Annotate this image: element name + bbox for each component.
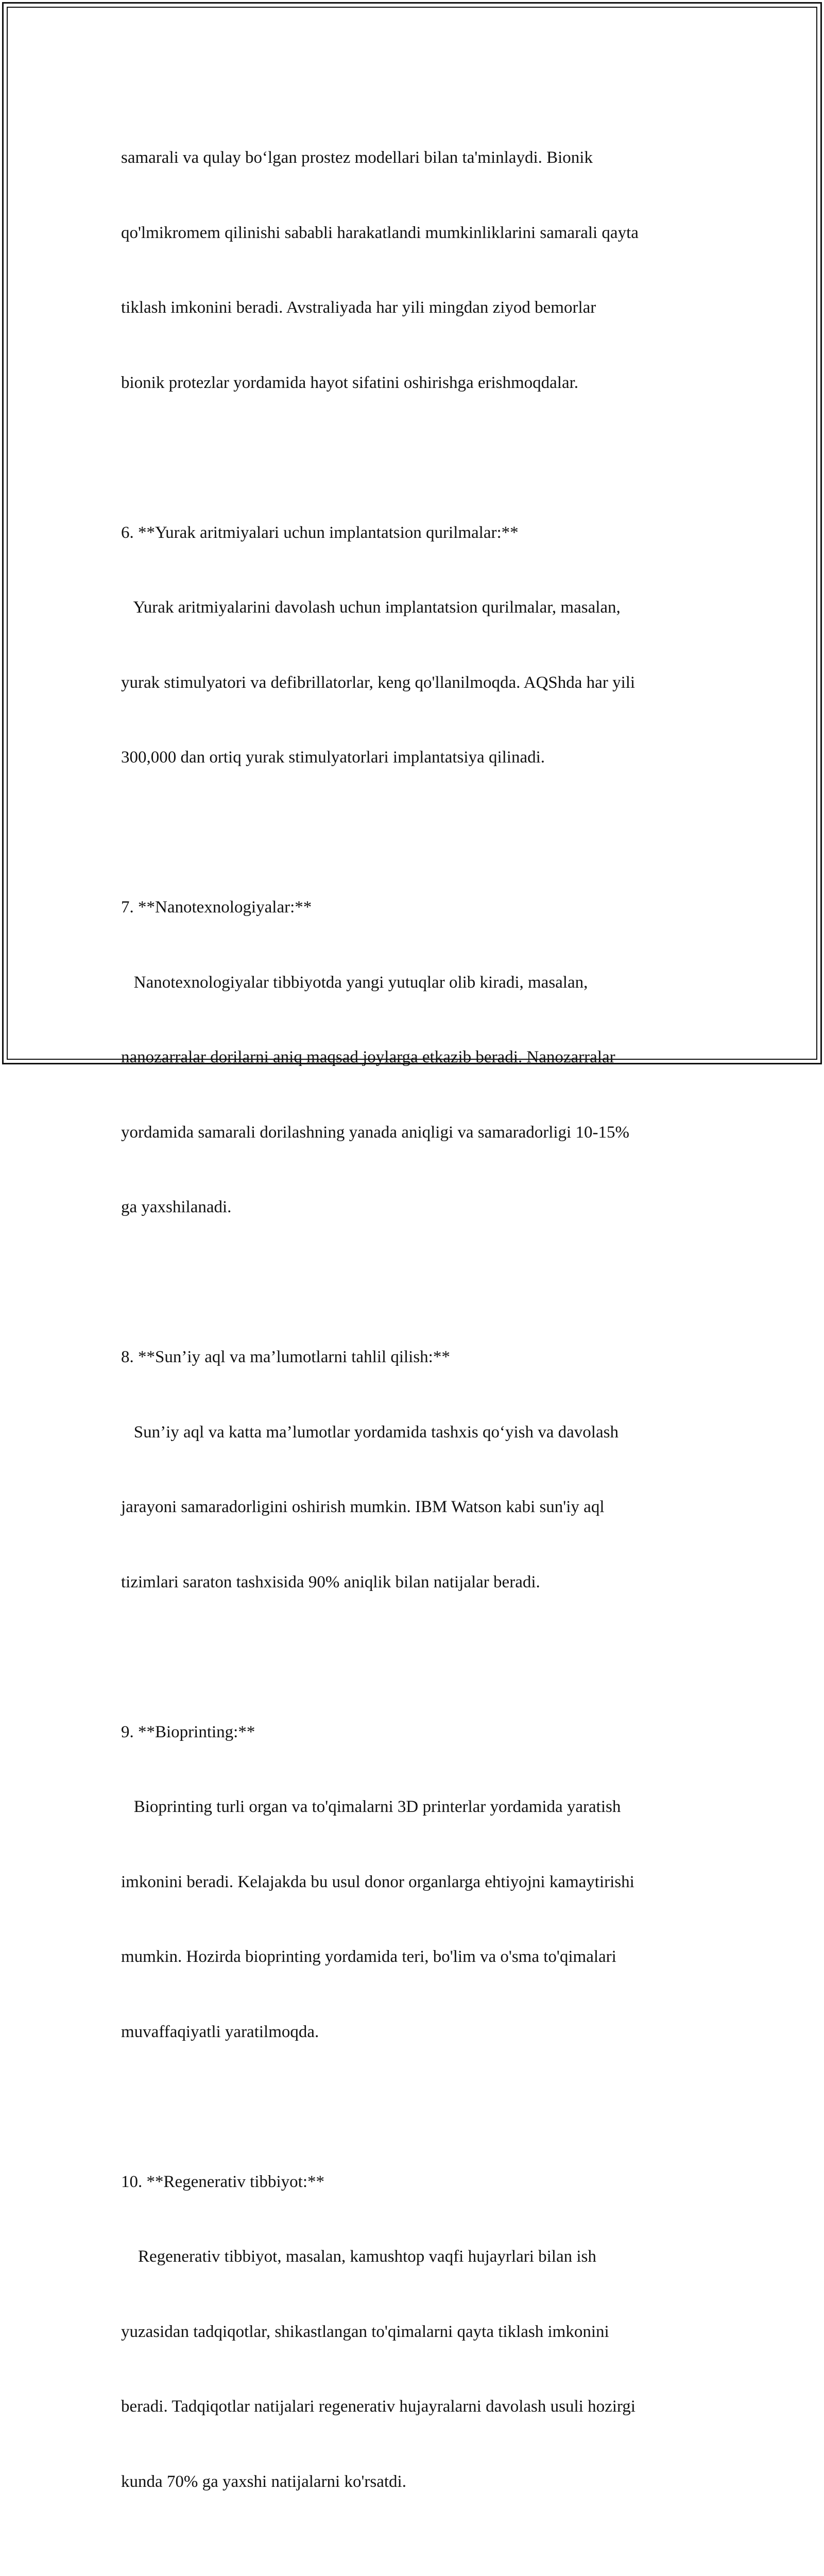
section-heading: 8. **Sun’iy aql va ma’lumotlarni tahlil qilish:** xyxy=(121,1345,703,1370)
text-line: bionik protezlar yordamida hayot sifatini oshirishga erishmoqdalar. xyxy=(121,370,703,396)
text-line: Sun’iy aql va katta ma’lumotlar yordamida tashxis qo‘yish va davolash xyxy=(121,1420,703,1445)
text-line: Regenerativ tibbiyot, masalan, kamushtop vaqfi hujayrlari bilan ish xyxy=(121,2244,703,2269)
text-line: qo'lmikromem qilinishi sababli harakatlandi mumkinliklarini samarali qayta xyxy=(121,221,703,246)
text-line: ga yaxshilanadi. xyxy=(121,1195,703,1220)
text-line: Nanotexnologiyalar tibbiyotda yangi yutuqlar olib kiradi, masalan, xyxy=(121,970,703,995)
text-line: kunda 70% ga yaxshi natijalarni ko'rsatdi. xyxy=(121,2469,703,2495)
section-7-nanotechnology xyxy=(121,845,703,1270)
section-10-regenerative-medicine xyxy=(121,2120,703,2545)
section-8-ai-data-analysis xyxy=(121,1295,703,1645)
section-heading: 7. **Nanotexnologiyalar:** xyxy=(121,895,703,920)
text-line: 300,000 dan ortiq yurak stimulyatorlari implantatsiya qilinadi. xyxy=(121,745,703,770)
text-line: tiklash imkonini beradi. Avstraliyada har yili mingdan ziyod bemorlar xyxy=(121,295,703,320)
section-heading: 6. **Yurak aritmiyalari uchun implantatsion qurilmalar:** xyxy=(121,520,703,546)
document-body xyxy=(121,95,703,2576)
text-line: muvaffaqiyatli yaratilmoqda. xyxy=(121,2020,703,2045)
section-9-bioprinting xyxy=(121,1670,703,2095)
section-heading: 10. **Regenerativ tibbiyot:** xyxy=(121,2170,703,2195)
text-line: mumkin. Hozirda bioprinting yordamida teri, bo'lim va o'sma to'qimalari xyxy=(121,1944,703,1970)
text-line: tizimlari saraton tashxisida 90% aniqlik bilan natijalar beradi. xyxy=(121,1570,703,1595)
section-heading: 9. **Bioprinting:** xyxy=(121,1720,703,1745)
text-line: beradi. Tadqiqotlar natijalari regenerativ hujayralarni davolash usuli hozirgi xyxy=(121,2394,703,2419)
paragraph-conclusion xyxy=(121,2569,703,2576)
text-line: Yurak aritmiyalarini davolash uchun implantatsion qurilmalar, masalan, xyxy=(121,595,703,620)
text-line: Bioprinting turli organ va to'qimalarni 3D printerlar yordamida yaratish xyxy=(121,1794,703,1820)
text-line: jarayoni samaradorligini oshirish mumkin. IBM Watson kabi sun'iy aql xyxy=(121,1495,703,1520)
paragraph-bionic-continuation xyxy=(121,95,703,445)
text-line: yordamida samarali dorilashning yanada aniqligi va samaradorligi 10-15% xyxy=(121,1120,703,1145)
text-line: nanozarralar dorilarni aniq maqsad joylarga etkazib beradi. Nanozarralar xyxy=(121,1045,703,1070)
text-line: imkonini beradi. Kelajakda bu usul donor organlarga ehtiyojni kamaytirishi xyxy=(121,1870,703,1895)
section-6-cardiac-implants xyxy=(121,470,703,820)
text-line: samarali va qulay bo‘lgan prostez modellari bilan ta'minlaydi. Bionik xyxy=(121,145,703,171)
text-line: yurak stimulyatori va defibrillatorlar, keng qo'llanilmoqda. AQShda har yili xyxy=(121,670,703,696)
text-line: yuzasidan tadqiqotlar, shikastlangan to'qimalarni qayta tiklash imkonini xyxy=(121,2319,703,2345)
